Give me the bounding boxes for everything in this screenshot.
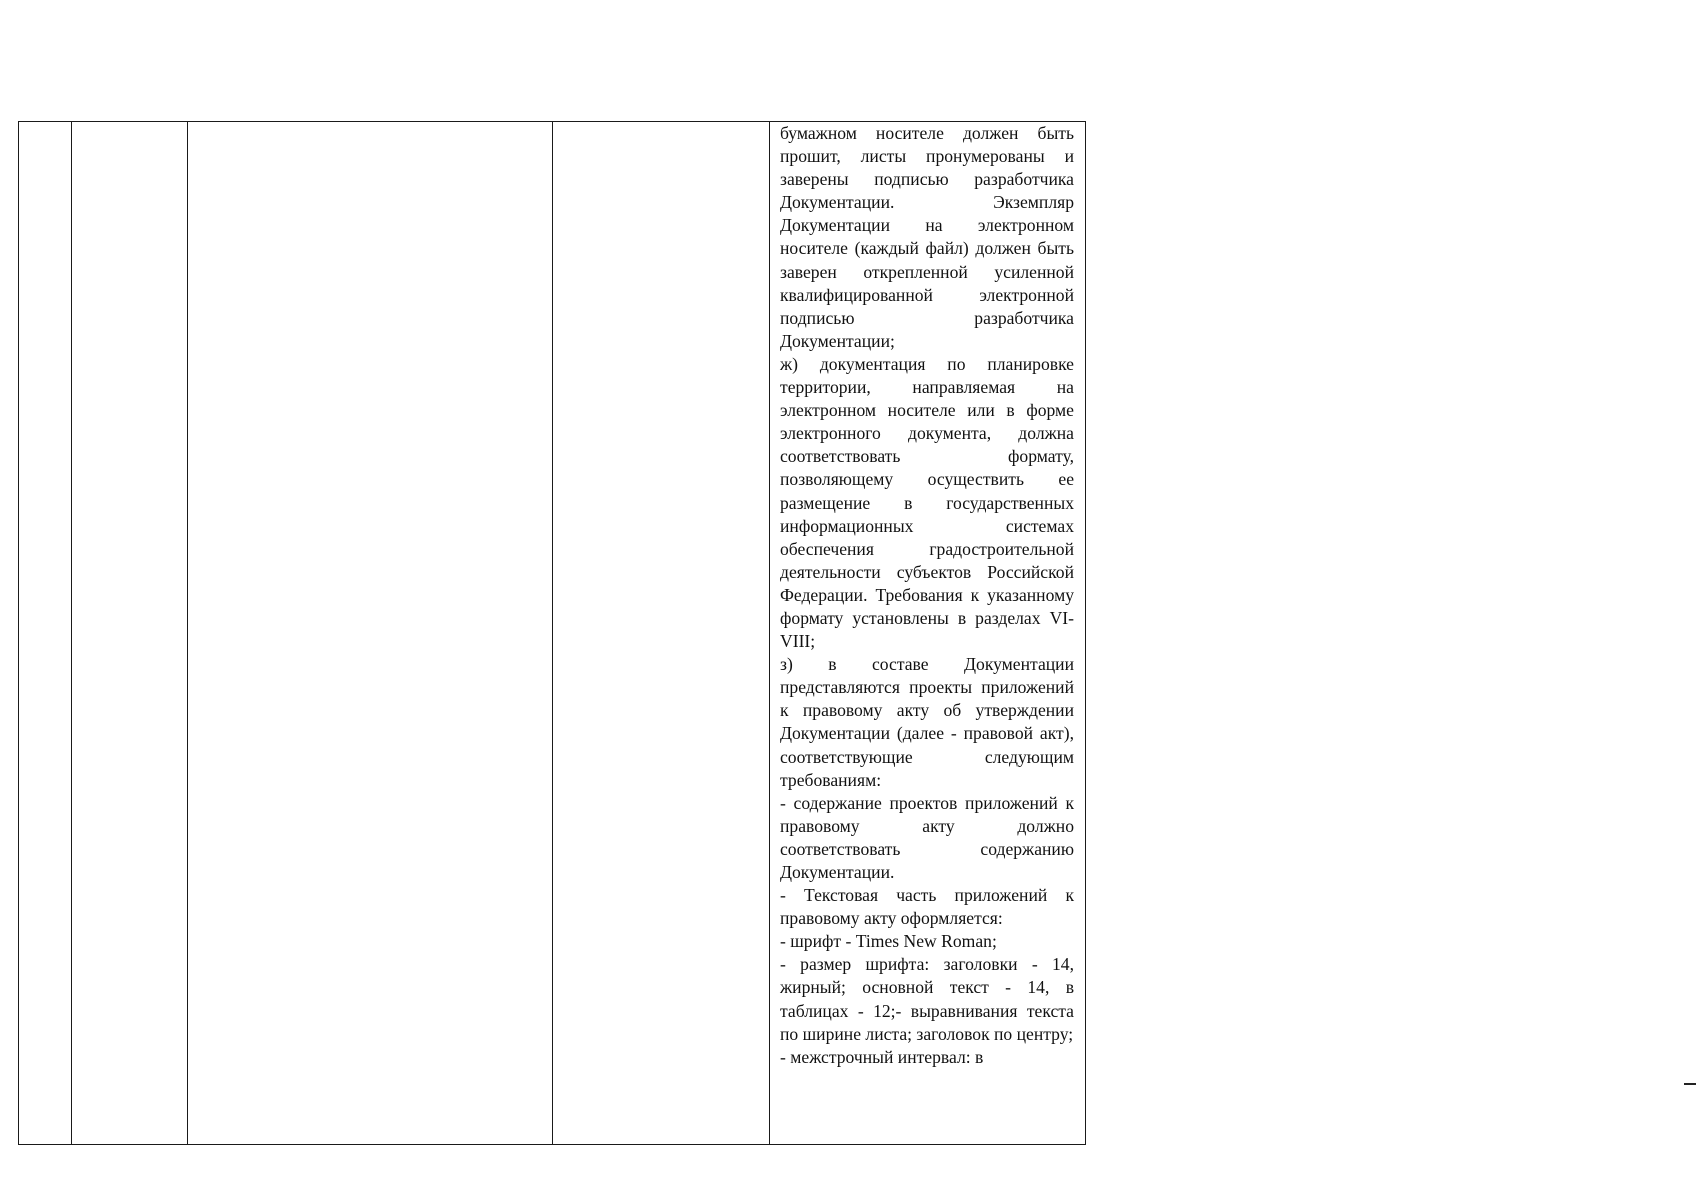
paragraph-line-spacing: - межстрочный интервал: в xyxy=(780,1046,984,1067)
empty-cell-2 xyxy=(72,122,188,1145)
document-table xyxy=(18,121,1086,1145)
scan-edge-mark xyxy=(1684,1083,1696,1085)
paragraph-text-format: - Текстовая часть приложений к правовому акту оформляется: xyxy=(780,885,1074,929)
paragraph-font-size: - размер шрифта: заголовки - 14, жирный; основной текст - 14, в таблицах - 12;- выравнивания текста по ширине листа; заголовок по центру; xyxy=(780,954,1074,1044)
paragraph-paper-copy: бумажном носителе должен быть прошит, листы пронумерованы и заверены подписью разработчика Документации. Экземпляр Документации на электронном носителе (каждый файл) должен быть заверен открепленной усиленной квалифицированной электронной подписью разработчика Документации; xyxy=(780,123,1074,351)
paragraph-content-requirement: - содержание проектов приложений к правовому акту должно соответствовать содержанию Документации. xyxy=(780,792,1074,882)
paragraph-item-zh: ж) документация по планировке территории, направляемая на электронном носителе или в форме электронного документа, должна соответствовать формату, позволяющему осуществить ее размещение в государственных информационных системах обеспечения градостроительной деятельности субъектов Российской Федерации. Требования к указанному формату установлены в разделах VI-VIII; xyxy=(780,353,1074,652)
empty-cell-4 xyxy=(553,122,770,1145)
empty-cell-1 xyxy=(19,122,72,1145)
requirements-text-cell xyxy=(770,122,1086,1145)
paragraph-item-z: з) в составе Документации представляются проекты приложений к правовому акту об утверждении Документации (далее - правовой акт), соответствующие следующим требованиям: xyxy=(780,654,1074,790)
paragraph-font: - шрифт - Times New Roman; xyxy=(780,931,997,952)
empty-cell-3 xyxy=(188,122,553,1145)
table-row xyxy=(19,122,1086,1145)
